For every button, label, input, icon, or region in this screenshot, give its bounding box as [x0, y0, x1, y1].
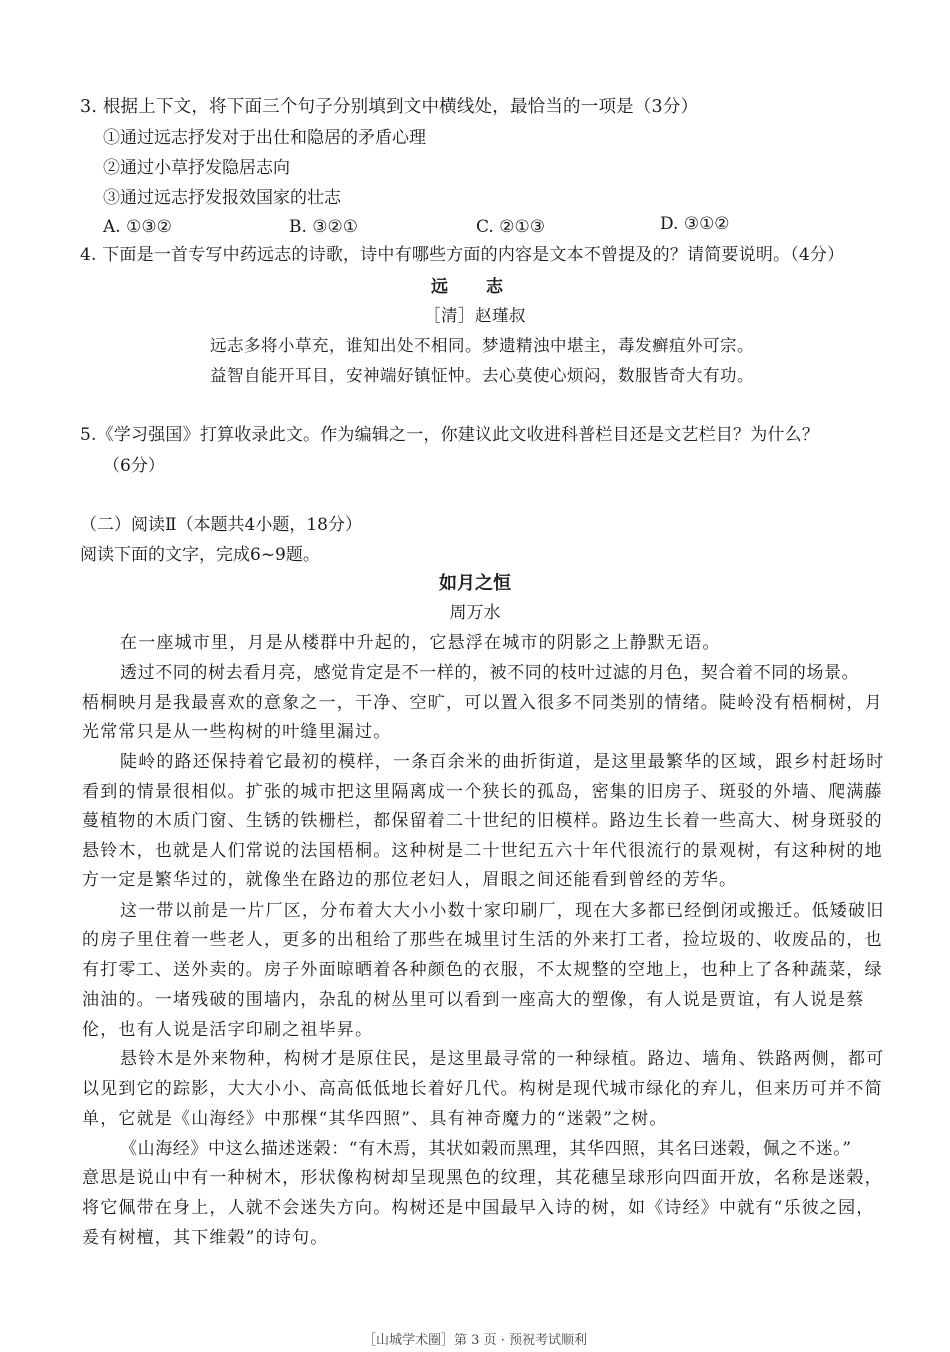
q3-option-c: C. ②①③ — [476, 217, 545, 237]
poem-line-1: 远志多将小草充，谁知出处不相同。梦遗精浊中堪主，毒发癣疽外可宗。 — [210, 336, 754, 355]
poem-title: 远 志 — [431, 277, 519, 297]
q5-points: （6分） — [103, 456, 165, 476]
essay-line: 蔓植物的木质门窗、生锈的铁栅栏，都保留着二十世纪的旧模样。路边生长着一些高大、树身斑驳的 — [82, 811, 883, 831]
essay-line: 以见到它的踪影，大大小小、高高低低地长着好几代。构树是现代城市绿化的弃儿，但来历可并不简 — [82, 1079, 883, 1099]
essay-line: 梧桐映月是我最喜欢的意象之一，干净、空旷，可以置入很多不同类别的情绪。陡岭没有梧桐树，月 — [82, 693, 883, 713]
essay-title: 如月之恒 — [439, 573, 511, 594]
essay-line: 单，它就是《山海经》中那棵“其华四照”、具有神奇魔力的“迷榖”之树。 — [82, 1109, 668, 1129]
essay-line: 伦，也有人说是活字印刷之祖毕昇。 — [82, 1020, 374, 1040]
q3-sentence-2: ②通过小草抒发隐居志向 — [103, 158, 290, 178]
q3-option-a: A. ①③② — [103, 217, 172, 237]
essay-line: 方一定是繁华过的，就像坐在路边的那位老妇人，眉眼之间还能看到曾经的芳华。 — [82, 870, 738, 890]
q4-stem: 4. 下面是一首专写中药远志的诗歌，诗中有哪些方面的内容是文本不曾提及的？请简要说明。（4分） — [80, 245, 845, 265]
q5-stem: 5.《学习强国》打算收录此文。作为编辑之一，你建议此文收进科普栏目还是文艺栏目？为什么？ — [80, 425, 820, 445]
essay-line: 爰有树檀，其下维榖”的诗句。 — [82, 1228, 329, 1248]
essay-line: 《山海经》中这么描述迷榖：“有木焉，其状如榖而黑理，其华四照，其名曰迷榖，佩之不迷。” — [120, 1139, 852, 1159]
essay-line: 的房子里住着一些老人，更多的出租给了那些在城里讨生活的外来打工者，捡垃圾的、收废品的，也 — [82, 930, 883, 950]
essay-line: 油油的。一堵残破的围墙内，杂乱的树丛里可以看到一座高大的塑像，有人说是贾谊，有人说是蔡 — [82, 990, 865, 1010]
q3-option-b: B. ③②① — [289, 217, 359, 237]
essay-line: 将它佩带在身上，人就不会迷失方向。构树还是中国最早入诗的树，如《诗经》中就有“乐彼之园， — [82, 1198, 875, 1218]
essay-line: 光常常只是从一些构树的叶缝里漏过。 — [82, 722, 392, 742]
q3-sentence-3: ③通过远志抒发报效国家的壮志 — [103, 188, 341, 208]
essay-line: 陡岭的路还保持着它最初的模样，一条百余米的曲折街道，是这里最繁华的区域，跟乡村赶场时 — [120, 752, 885, 772]
section-heading: （二）阅读Ⅱ（本题共4小题，18分） — [80, 515, 363, 535]
q3-option-d: D. ③①② — [660, 214, 730, 234]
essay-line: 看到的情景很相似。扩张的城市把这里隔离成一个狭长的孤岛，密集的旧房子、斑驳的外墙、爬满藤 — [82, 782, 883, 802]
essay-line: 这一带以前是一片厂区，分布着大大小小数十家印刷厂，现在大多都已经倒闭或搬迁。低矮破旧 — [120, 901, 885, 921]
q3-stem: 3. 根据上下文，将下面三个句子分别填到文中横线处，最恰当的一项是（3分） — [80, 97, 699, 117]
essay-line: 意思是说山中有一种树木，形状像构树却呈现黑色的纹理，其花穗呈球形向四面开放，名称是迷榖， — [82, 1168, 883, 1188]
page-footer: ［山城学术圈］第 3 页 · 预祝考试顺利 — [363, 1333, 587, 1348]
poem-author: ［清］赵瑾叔 — [424, 306, 526, 325]
section-instruction: 阅读下面的文字，完成6~9题。 — [80, 545, 320, 565]
essay-author: 周万水 — [449, 603, 501, 623]
essay-line: 在一座城市里，月是从楼群中升起的，它悬浮在城市的阴影之上静默无语。 — [120, 633, 721, 653]
essay-line: 悬铃木，也就是人们常说的法国梧桐。这种树是二十世纪五六十年代很流行的景观树，有这种树的地 — [82, 841, 883, 861]
essay-line: 悬铃木是外来物种，构树才是原住民，是这里最寻常的一种绿植。路边、墙角、铁路两侧，都可 — [120, 1049, 885, 1069]
essay-line: 透过不同的树去看月亮，感觉肯定是不一样的，被不同的枝叶过滤的月色，契合着不同的场景。 — [120, 663, 860, 683]
poem-line-2: 益智自能开耳目，安神端好镇怔忡。去心莫使心烦闷，数服皆奇大有功。 — [210, 366, 754, 385]
essay-line: 有打零工、送外卖的。房子外面晾晒着各种颜色的衣服，不太规整的空地上，也种上了各种蔬菜，绿 — [82, 960, 883, 980]
q3-sentence-1: ①通过远志抒发对于出仕和隐居的矛盾心理 — [103, 128, 426, 148]
